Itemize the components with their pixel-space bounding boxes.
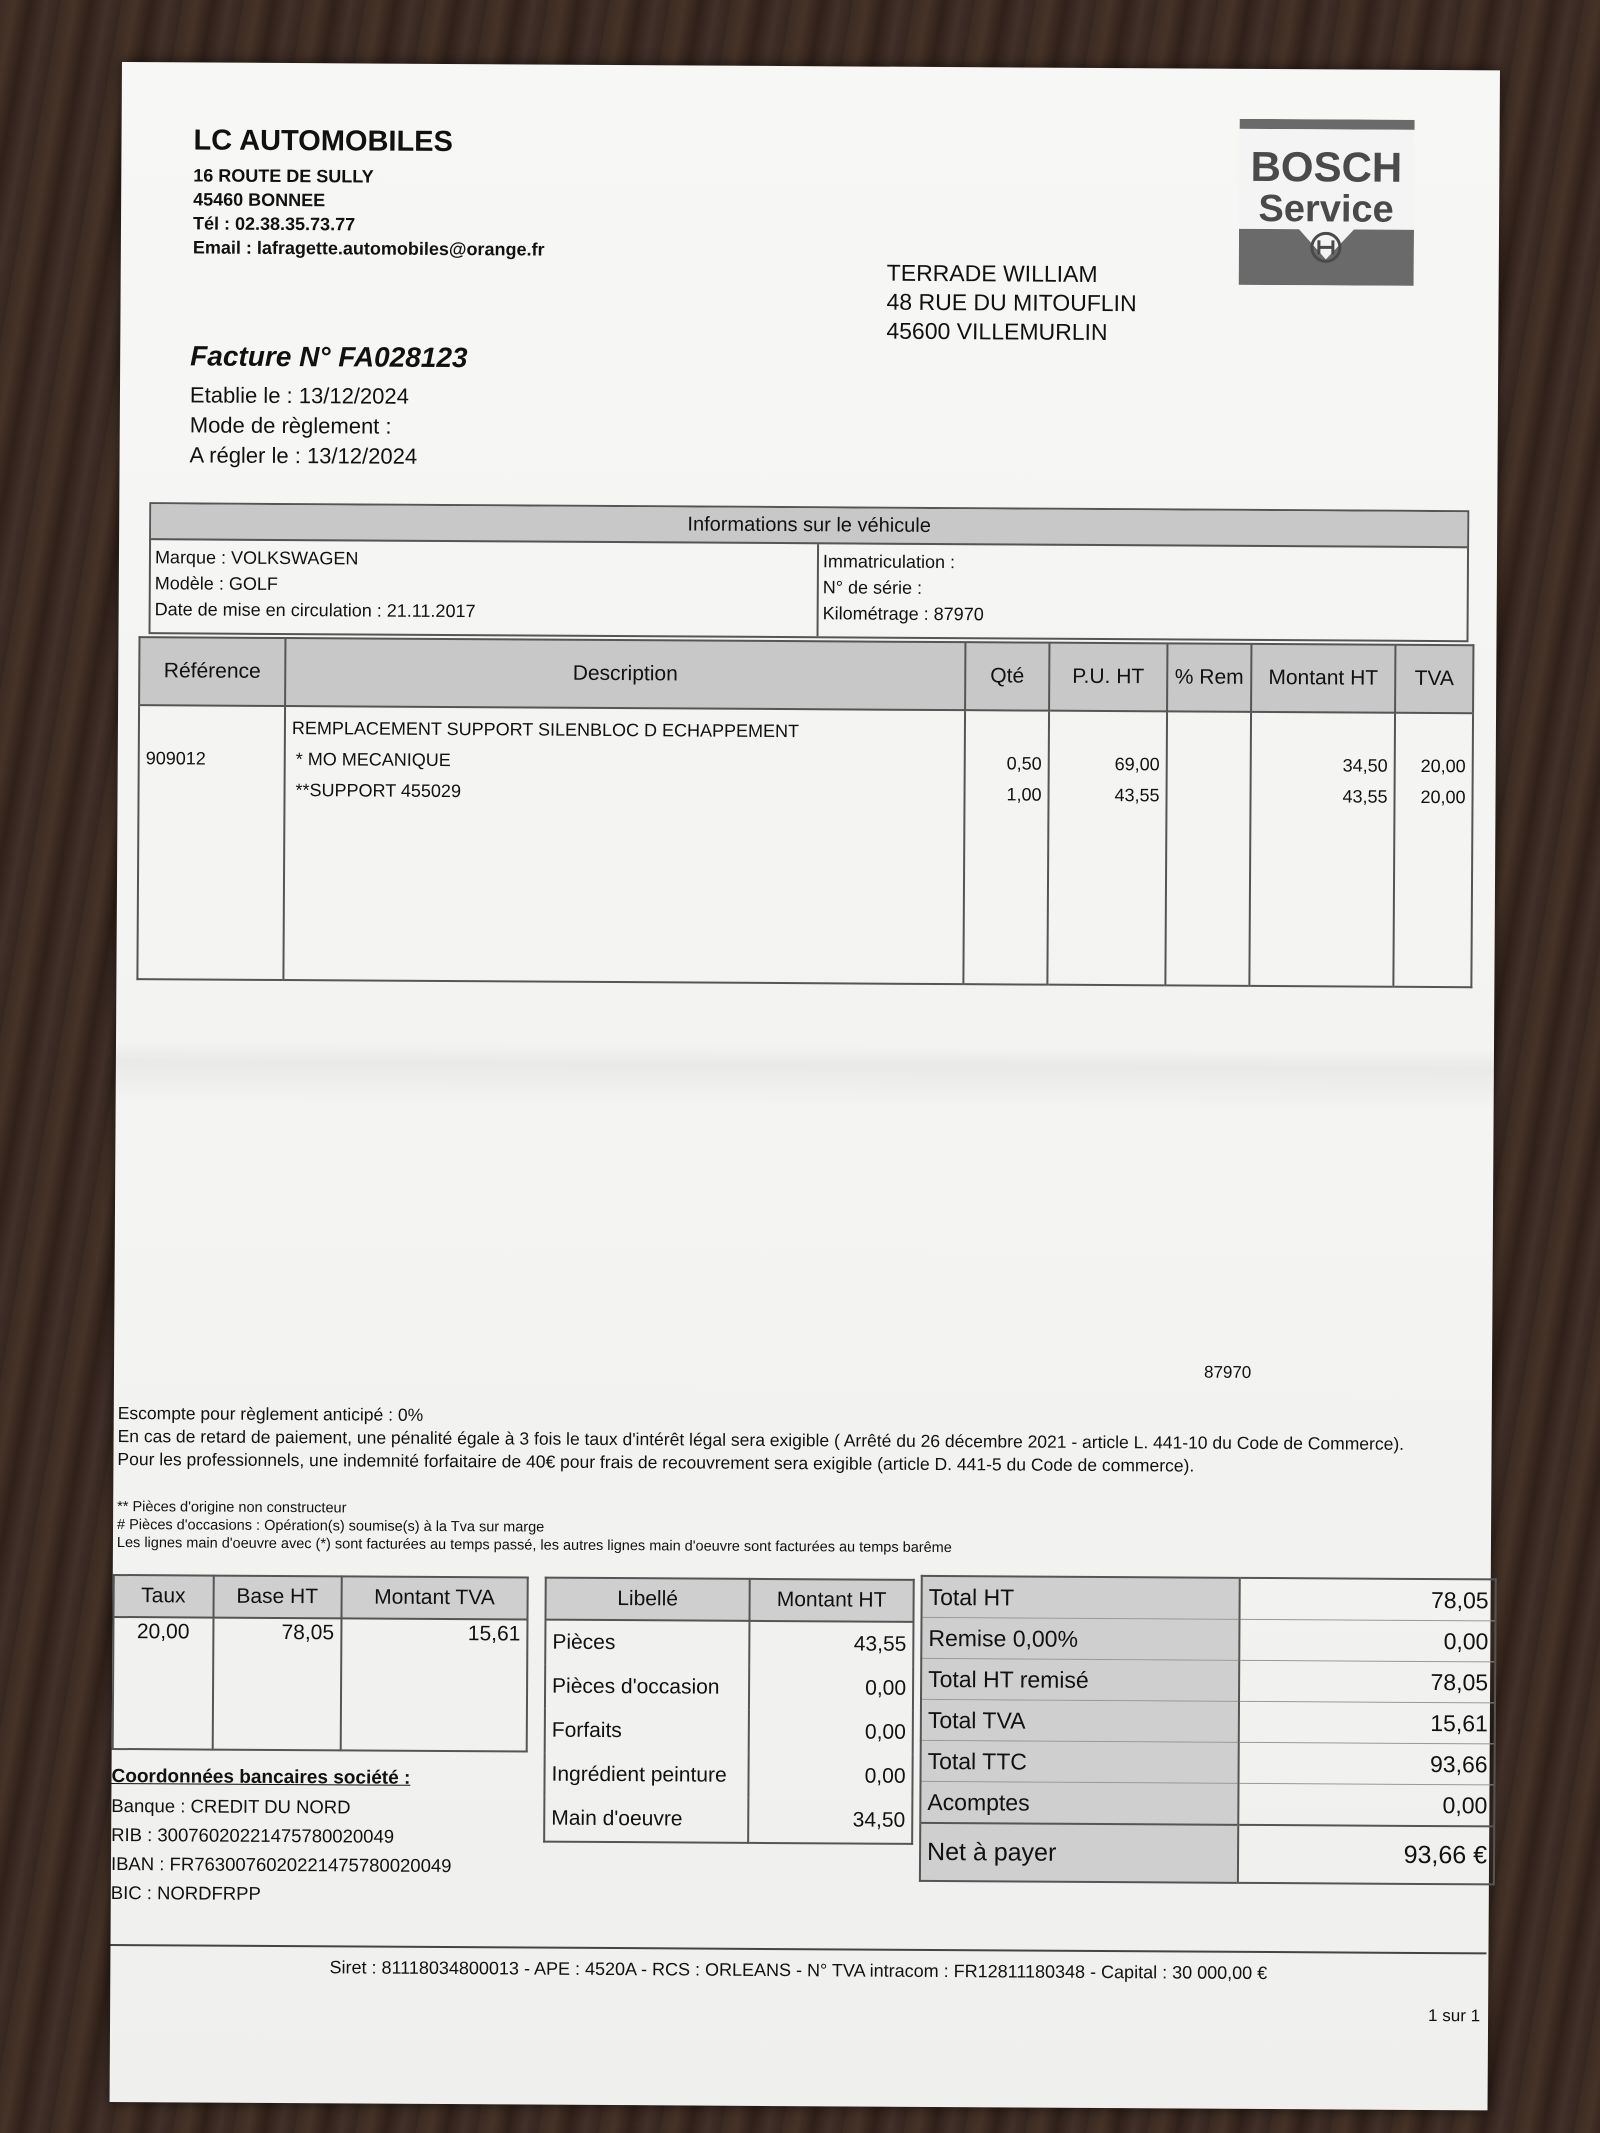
invoice-number: Facture N° FA028123 <box>190 340 468 374</box>
total-value: 15,61 <box>1239 1701 1495 1744</box>
lib-label: Main d'oeuvre <box>544 1797 748 1843</box>
bank-details <box>111 1762 452 1909</box>
total-value: 78,05 <box>1239 1660 1495 1703</box>
company-email: Email : lafragette.automobiles@orange.fr <box>192 237 545 260</box>
col-qty: Qté <box>965 642 1049 711</box>
total-label: Acomptes <box>920 1781 1238 1824</box>
invoice-issued: Etablie le : 13/12/2024 <box>189 382 409 409</box>
footer-legal: Siret : 81118034800013 - APE : 4520A - RCS : ORLEANS - N° TVA intracom : FR12811180348 - Capital : 30 000,00 € <box>110 1944 1486 1985</box>
total-value: 0,00 <box>1239 1619 1495 1662</box>
bank-name: Banque : CREDIT DU NORD <box>111 1794 351 1818</box>
table-row <box>544 1797 912 1844</box>
vehicle-serial: N° de série : <box>822 577 923 598</box>
legal-late-penalty: En cas de retard de paiement, une pénalité égale à 3 fois le taux d'intérêt légal sera exigible ( Arrêté du 26 décembre 2021 - article L. 441-10 du Code de Commerce). <box>117 1425 1405 1454</box>
total-value: 0,00 <box>1238 1783 1494 1826</box>
lib-amount: 43,55 <box>749 1621 913 1667</box>
invoice-paper <box>110 62 1500 2110</box>
table-row <box>113 1617 528 1752</box>
col-description: Description <box>285 638 965 710</box>
vat-col-rate: Taux <box>114 1575 214 1618</box>
bank-bic: BIC : NORDFRPP <box>110 1881 261 1904</box>
items-table <box>136 636 1474 988</box>
notes <box>117 1498 952 1557</box>
lib-amount: 34,50 <box>748 1798 912 1844</box>
item-amount: 43,55 <box>1342 786 1388 807</box>
vehicle-first-reg: Date de mise en circulation : 21.11.2017 <box>154 599 476 622</box>
vat-base: 78,05 <box>212 1618 341 1751</box>
vehicle-mileage: Kilométrage : 87970 <box>822 603 984 625</box>
company-address1: 16 ROUTE DE SULLY <box>193 165 374 187</box>
table-row <box>545 1665 913 1711</box>
lib-label: Ingrédient peinture <box>544 1753 748 1798</box>
bosch-service-logo <box>1239 119 1415 286</box>
invoice-payment-mode: Mode de règlement : <box>189 412 392 439</box>
col-discount: % Rem <box>1167 643 1251 712</box>
item-tva: 20,00 <box>1420 786 1466 808</box>
note-labour: Les lignes main d'oeuvre avec (*) sont facturées au temps passé, les autres lignes main d'oeuvre sont facturées au temps barême <box>116 1534 952 1557</box>
col-unit-price: P.U. HT <box>1049 643 1167 712</box>
table-row <box>921 1617 1495 1662</box>
invoice-due: A régler le : 13/12/2024 <box>189 442 418 469</box>
net-row <box>920 1823 1494 1885</box>
legal-recovery-fee: Pour les professionnels, une indemnité forfaitaire de 40€ pour frais de recouvrement sera exigible (article D. 441-5 du Code de commerce). <box>117 1448 1195 1476</box>
recipient-address2: 45600 VILLEMURLIN <box>886 317 1108 346</box>
item-desc: * MO MECANIQUE <box>295 749 451 771</box>
lib-amount: 0,00 <box>749 1710 913 1755</box>
vehicle-info-header: Informations sur le véhicule <box>151 504 1467 548</box>
vehicle-brand: Marque : VOLKSWAGEN <box>154 547 359 569</box>
table-row <box>921 1658 1495 1703</box>
lib-amount: 0,00 <box>749 1666 913 1711</box>
item-desc: **SUPPORT 455029 <box>295 780 462 802</box>
total-label: Remise 0,00% <box>921 1617 1239 1660</box>
table-row <box>545 1620 913 1667</box>
vat-rate: 20,00 <box>113 1617 213 1750</box>
company-phone: Tél : 02.38.35.73.77 <box>192 213 356 235</box>
table-row <box>545 1709 913 1755</box>
recipient-name: TERRADE WILLIAM <box>886 259 1098 287</box>
legal-discount: Escompte pour règlement anticipé : 0% <box>117 1402 424 1425</box>
lib-amount: 0,00 <box>748 1754 912 1799</box>
lib-label: Pièces <box>545 1620 749 1666</box>
libelle-table <box>543 1577 915 1845</box>
logo-line1: BOSCH <box>1250 142 1403 191</box>
net-label: Net à payer <box>920 1823 1238 1883</box>
mileage-note: 87970 <box>1203 1362 1252 1382</box>
item-unit-price: 69,00 <box>1114 754 1160 775</box>
item-unit-price: 43,55 <box>1114 785 1160 806</box>
table-row <box>544 1753 912 1799</box>
table-row <box>921 1699 1495 1744</box>
lib-label: Pièces d'occasion <box>545 1665 749 1710</box>
legal-text <box>117 1402 1477 1479</box>
lib-col-label: Libellé <box>545 1578 749 1621</box>
table-row <box>922 1576 1496 1621</box>
totals-table <box>919 1575 1497 1886</box>
lib-col-amount: Montant HT <box>749 1579 913 1622</box>
item-tva: 20,00 <box>1420 755 1466 777</box>
page-number: 1 sur 1 <box>1428 2006 1481 2026</box>
total-label: Total TTC <box>921 1740 1239 1783</box>
table-row <box>920 1781 1494 1826</box>
total-label: Total HT remisé <box>921 1658 1239 1701</box>
total-label: Total HT <box>922 1576 1240 1619</box>
item-desc: REMPLACEMENT SUPPORT SILENBLOC D ECHAPPEMENT <box>291 718 800 742</box>
col-reference: Référence <box>139 637 285 706</box>
table-row <box>137 705 1473 987</box>
col-amount: Montant HT <box>1251 644 1395 713</box>
invoice-header <box>190 340 468 472</box>
total-value: 78,05 <box>1240 1578 1496 1621</box>
bank-iban: IBAN : FR7630076020221475780020049 <box>110 1852 452 1877</box>
item-qty: 1,00 <box>1006 784 1042 805</box>
vat-col-amount: Montant TVA <box>341 1576 528 1619</box>
note-used-parts: # Pièces d'occasions : Opération(s) soumise(s) à la Tva sur marge <box>117 1516 545 1536</box>
net-value: 93,66 € <box>1238 1825 1494 1885</box>
note-parts: ** Pièces d'origine non constructeur <box>117 1498 347 1517</box>
item-qty: 0,50 <box>1006 753 1042 774</box>
vat-amount: 15,61 <box>340 1618 527 1751</box>
recipient-block <box>886 259 1137 348</box>
logo-line2: Service <box>1258 187 1394 231</box>
col-tva: TVA <box>1395 645 1473 713</box>
vehicle-model: Modèle : GOLF <box>154 573 278 594</box>
bank-title: Coordonnées bancaires société : <box>111 1765 411 1789</box>
lib-label: Forfaits <box>545 1709 749 1754</box>
item-amount: 34,50 <box>1342 755 1388 776</box>
table-row <box>921 1740 1495 1785</box>
total-value: 93,66 <box>1239 1742 1495 1785</box>
company-address2: 45460 BONNEE <box>193 189 326 211</box>
bank-rib: RIB : 30076020221475780020049 <box>111 1823 395 1847</box>
vat-table <box>112 1574 529 1753</box>
vehicle-plate: Immatriculation : <box>822 551 956 573</box>
vehicle-info-box <box>149 502 1470 642</box>
total-label: Total TVA <box>921 1699 1239 1742</box>
company-name: LC AUTOMOBILES <box>193 124 454 159</box>
recipient-address1: 48 RUE DU MITOUFLIN <box>886 288 1137 317</box>
vat-col-base: Base HT <box>213 1576 341 1619</box>
company-block <box>193 124 545 261</box>
item-reference: 909012 <box>145 748 206 769</box>
